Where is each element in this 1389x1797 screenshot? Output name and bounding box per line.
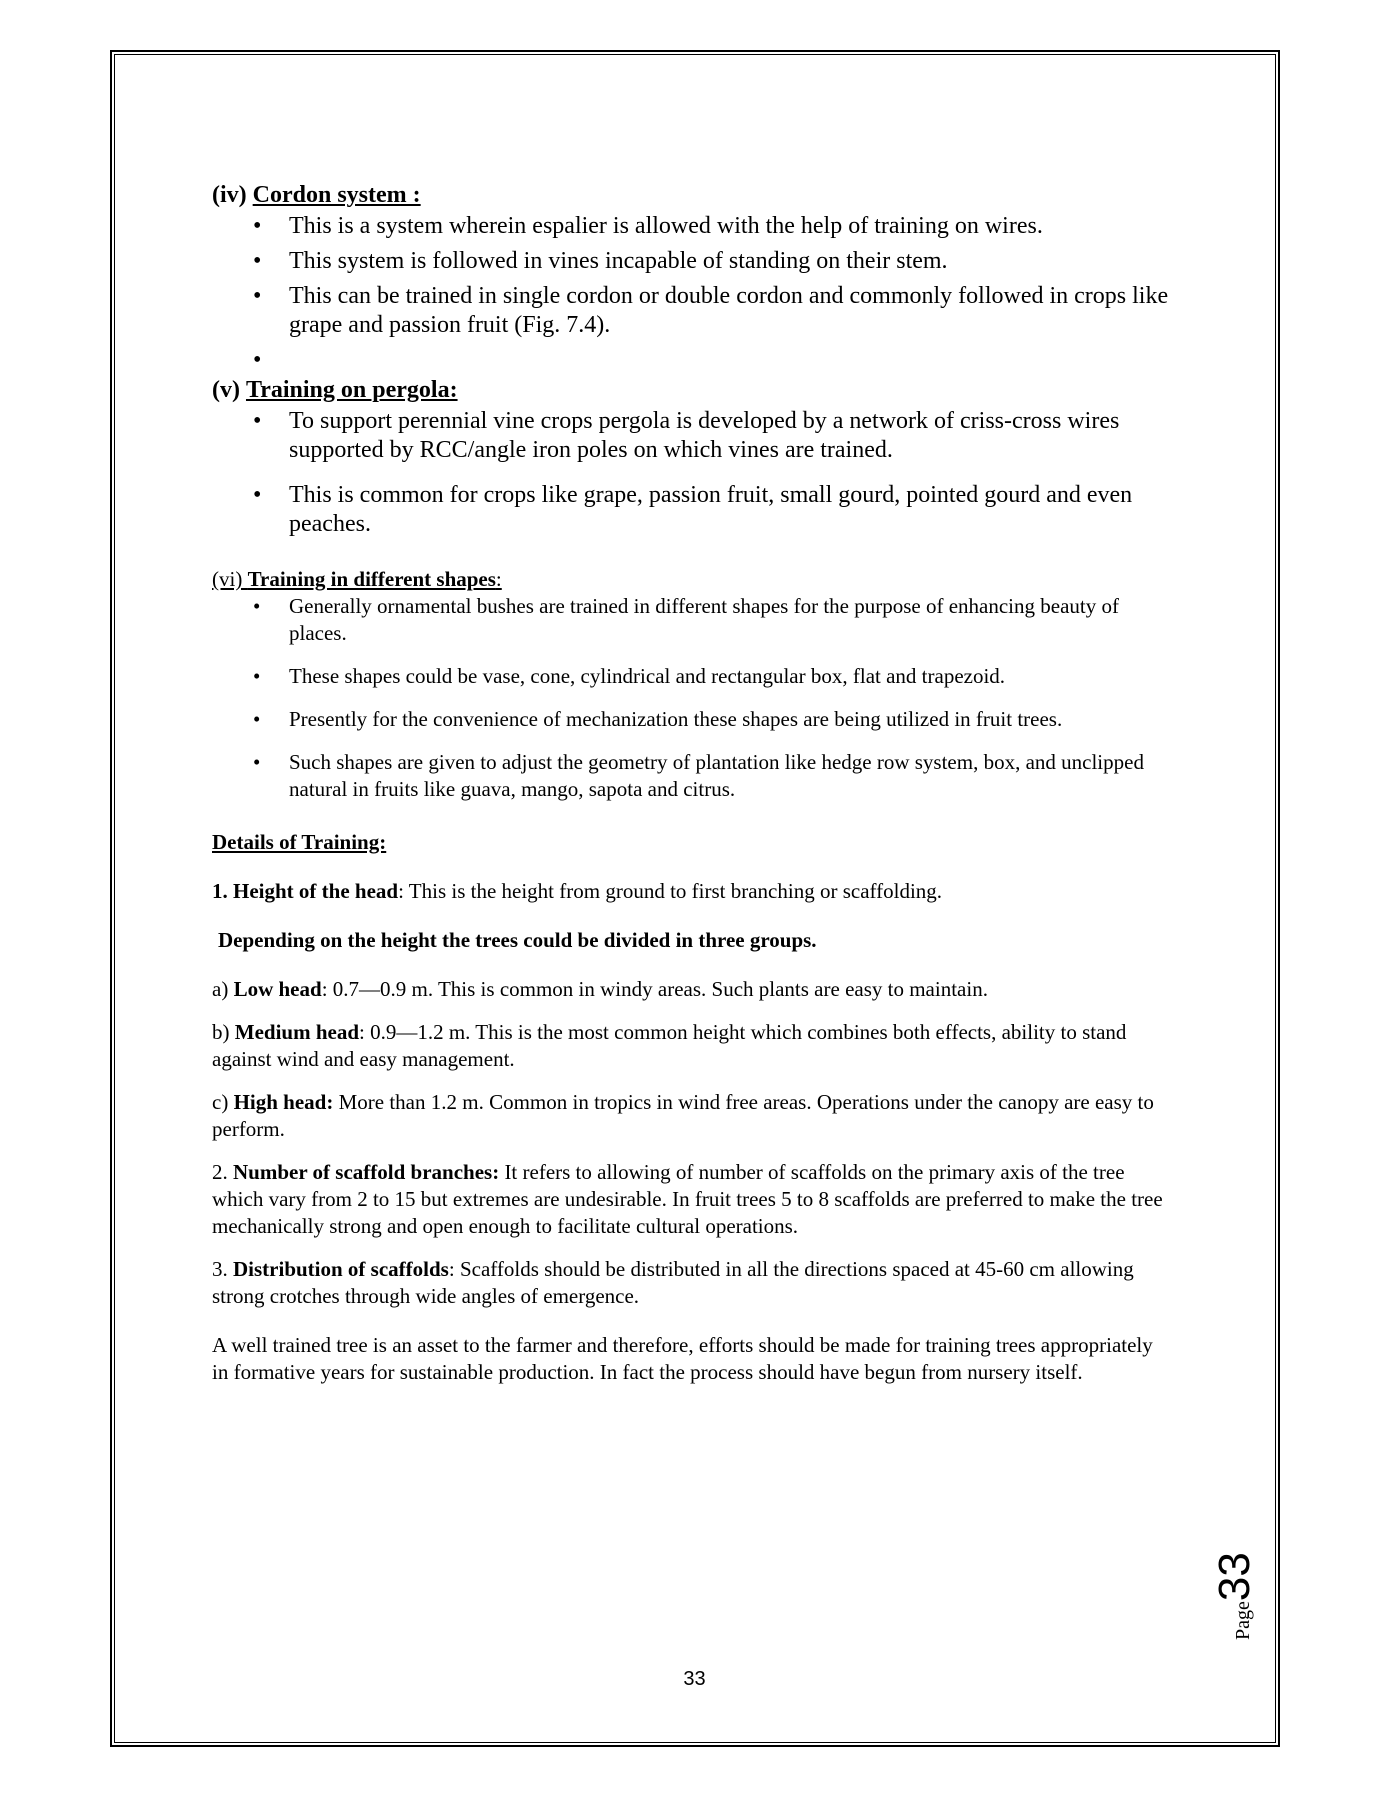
high-head-text: More than 1.2 m. Common in tropics in wind free areas. Operations under the canopy are easy to perform. xyxy=(212,1090,1154,1141)
distribution-of-scaffolds xyxy=(212,1256,1172,1310)
pergola-bullet-list xyxy=(212,407,1172,539)
distribution-label: Distribution of scaffolds xyxy=(233,1257,449,1281)
distribution-text: : Scaffolds should be distributed in all the directions spaced at 45-60 cm allowing strong crotches through wide angles of emergence. xyxy=(212,1257,1134,1308)
heading-prefix: (v) xyxy=(212,377,246,403)
page-number-footer: 33 xyxy=(683,1668,706,1690)
page-content xyxy=(212,180,1172,1386)
item-prefix: a) xyxy=(212,977,234,1001)
scaffold-label: Number of scaffold branches: xyxy=(233,1160,500,1184)
medium-head xyxy=(212,1019,1172,1073)
groups-line-text: Depending on the height the trees could be divided in three groups. xyxy=(218,928,817,952)
heading-prefix: (iv) xyxy=(212,182,253,208)
side-page-word: Page xyxy=(1232,1601,1254,1640)
scaffold-text: It refers to allowing of number of scaffolds on the primary axis of the tree which vary from 2 to 15 but extremes are undesirable. In fruit trees 5 to 8 scaffolds are preferred to make the tree mechanically strong and open enough to facilitate cultural operations. xyxy=(212,1160,1163,1238)
details-title xyxy=(212,829,1172,856)
item-prefix: 2. xyxy=(212,1160,233,1184)
list-item: • This is common for crops like grape, passion fruit, small gourd, pointed gourd and even peaches. xyxy=(212,481,1172,539)
list-item: • This is a system wherein espalier is allowed with the help of training on wires. xyxy=(212,212,1172,241)
cordon-bullet-list xyxy=(212,212,1172,375)
high-head xyxy=(212,1089,1172,1143)
medium-head-label: Medium head xyxy=(234,1020,360,1044)
medium-head-text: : 0.9—1.2 m. This is the most common height which combines both effects, ability to stand against wind and easy management. xyxy=(212,1020,1127,1071)
heading-suffix: : xyxy=(495,567,502,591)
height-of-head xyxy=(212,878,1172,905)
item-prefix: 3. xyxy=(212,1257,233,1281)
heading-training-pergola xyxy=(212,375,1172,405)
list-item: • To support perennial vine crops pergola is developed by a network of criss-cross wires supported by RCC/angle iron poles on which vines are trained. xyxy=(212,407,1172,465)
list-item: • Generally ornamental bushes are trained in different shapes for the purpose of enhancing beauty of places. xyxy=(212,593,1172,647)
number-of-scaffolds xyxy=(212,1159,1172,1240)
list-item-empty xyxy=(212,346,1172,375)
item-prefix: b) xyxy=(212,1020,235,1044)
side-page-number: 33 xyxy=(1210,1552,1259,1602)
side-page-label xyxy=(1210,1530,1270,1640)
heading-title: Cordon system : xyxy=(252,182,421,208)
height-head-text: : This is the height from ground to first branching or scaffolding. xyxy=(398,879,943,903)
low-head xyxy=(212,976,1172,1003)
height-head-label: 1. Height of the head xyxy=(212,879,399,903)
heading-prefix: (vi) xyxy=(212,567,248,591)
list-item: • These shapes could be vase, cone, cylindrical and rectangular box, flat and trapezoid. xyxy=(212,663,1172,690)
heading-training-shapes xyxy=(212,567,1172,591)
heading-title: Training on pergola: xyxy=(245,377,458,403)
shapes-bullet-list xyxy=(212,593,1172,803)
high-head-label: High head: xyxy=(233,1090,334,1114)
heading-cordon-system xyxy=(212,180,1172,210)
heading-title: Training in different shapes xyxy=(247,567,496,591)
groups-line xyxy=(212,927,1172,954)
list-item: • Presently for the convenience of mechanization these shapes are being utilized in fruit trees. xyxy=(212,706,1172,733)
low-head-label: Low head xyxy=(233,977,322,1001)
item-prefix: c) xyxy=(212,1090,234,1114)
list-item: • Such shapes are given to adjust the geometry of plantation like hedge row system, box, and unclipped natural in fruits like guava, mango, sapota and citrus. xyxy=(212,749,1172,803)
closing-paragraph: A well trained tree is an asset to the farmer and therefore, efforts should be made for training trees appropriately in formative years for sustainable production. In fact the process should have begun from nursery itself. xyxy=(212,1333,1153,1384)
list-item: • This system is followed in vines incapable of standing on their stem. xyxy=(212,247,1172,276)
list-item: • This can be trained in single cordon or double cordon and commonly followed in crops like grape and passion fruit (Fig. 7.4). xyxy=(212,282,1172,340)
low-head-text: : 0.7—0.9 m. This is common in windy areas. Such plants are easy to maintain. xyxy=(321,977,988,1001)
details-title-text: Details of Training: xyxy=(212,830,387,854)
